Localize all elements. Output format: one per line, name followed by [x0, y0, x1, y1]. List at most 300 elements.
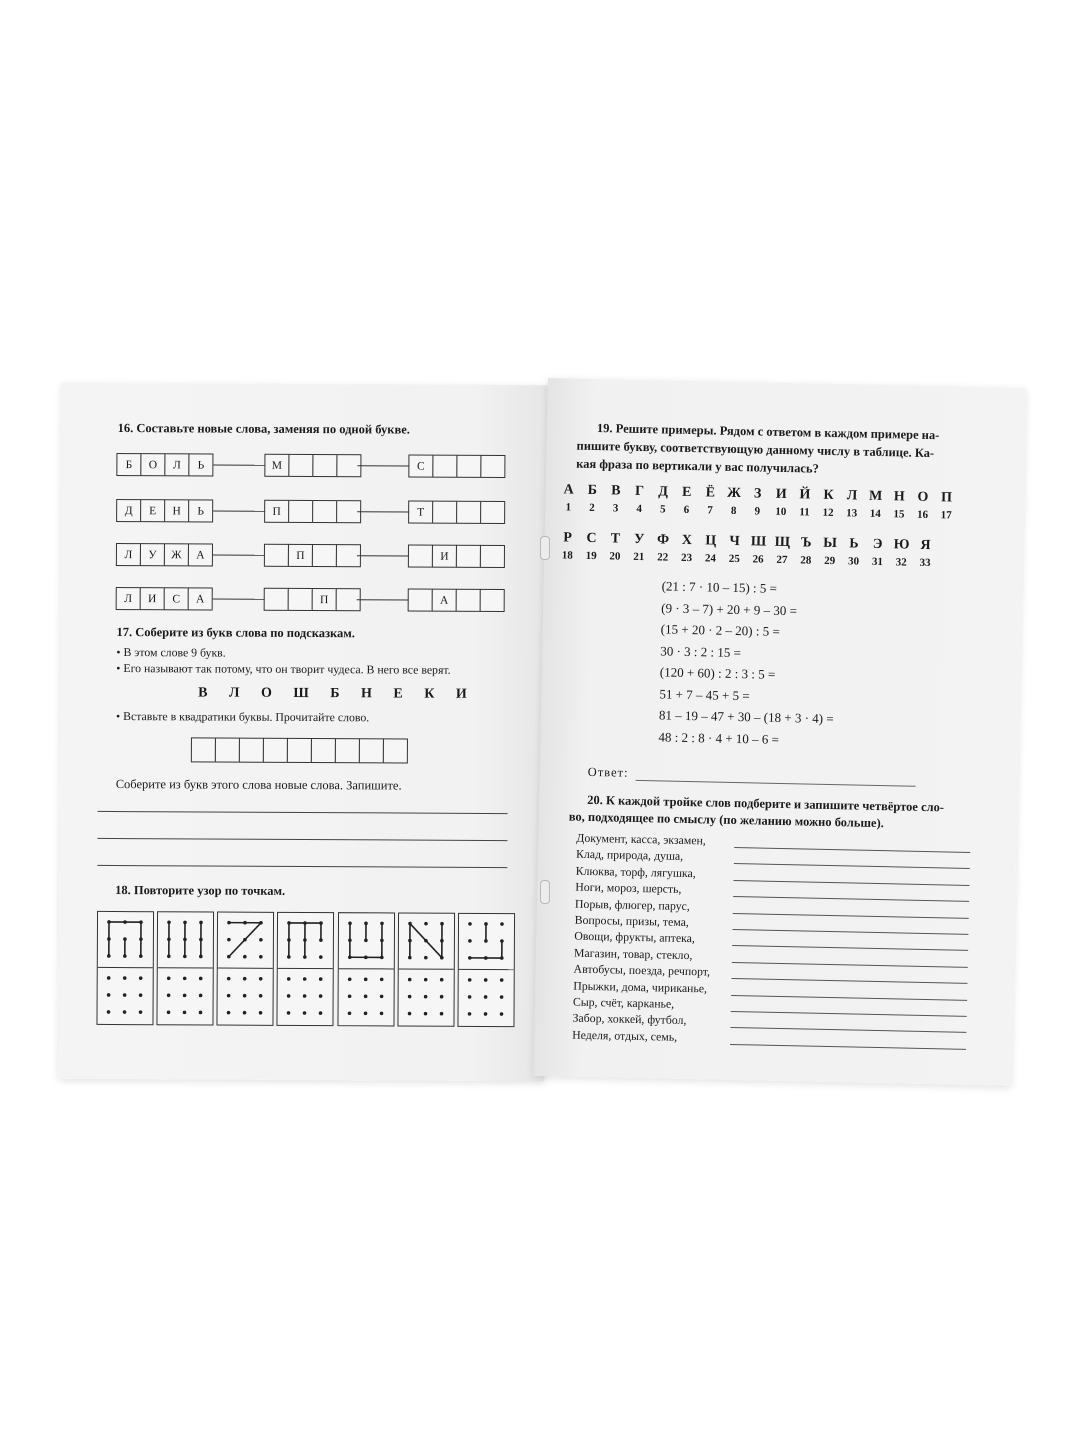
grid-dot — [139, 1010, 143, 1014]
grid-dot — [468, 956, 472, 960]
answer-line[interactable] — [734, 880, 970, 886]
grid-dot — [259, 955, 263, 959]
answer-line[interactable] — [733, 913, 969, 919]
letter-box: И — [140, 587, 165, 610]
letter-box[interactable] — [312, 500, 337, 523]
alphabet-number: 8 — [730, 504, 737, 517]
scrambled-letters: В Л О Ш Б Н Е К И — [198, 685, 476, 702]
writing-line[interactable] — [98, 811, 508, 814]
alphabet-letter: Б — [587, 482, 598, 499]
grid-dot — [183, 955, 187, 959]
alphabet-number: 1 — [565, 501, 572, 514]
grid-dot — [380, 922, 384, 926]
alphabet-number: 19 — [585, 549, 597, 563]
word-boxes-start — [117, 587, 213, 611]
grid-dot — [424, 1012, 428, 1016]
alphabet-cell — [935, 490, 958, 521]
alphabet-cell — [746, 486, 769, 517]
alphabet-letter: З — [753, 486, 762, 502]
alphabet-cell — [817, 488, 840, 519]
letter-box: Ь — [188, 453, 213, 476]
alphabet-cell — [914, 538, 937, 569]
grid-dot — [183, 938, 187, 942]
dot-pattern[interactable] — [276, 912, 334, 1026]
grid-dot — [468, 922, 472, 926]
grid-dot — [183, 994, 187, 998]
grid-dot — [303, 977, 307, 981]
grid-dot — [227, 938, 231, 942]
grid-dot — [107, 993, 111, 997]
alphabet-cell — [793, 487, 816, 518]
equation: 48 : 2 : 8 · 4 + 10 – 6 = — [658, 728, 780, 747]
letter-box: Л — [164, 453, 189, 476]
letter-box: Д — [116, 499, 141, 522]
alphabet-letter: Ж — [726, 485, 742, 502]
letter-box[interactable] — [480, 589, 505, 612]
alphabet-cell — [652, 484, 675, 515]
letter-box[interactable] — [408, 589, 433, 612]
word-boxes-mid[interactable] — [265, 544, 361, 568]
grid-dot — [408, 1012, 412, 1016]
grid-dot — [123, 1010, 127, 1014]
word-boxes-mid[interactable] — [265, 588, 361, 612]
letter-box: Л — [116, 543, 141, 566]
letter-box[interactable] — [432, 455, 457, 478]
letter-box: Б — [116, 453, 141, 476]
letter-box[interactable]: И — [432, 545, 457, 568]
grid-dot — [500, 939, 504, 943]
alphabet-cell — [675, 485, 698, 516]
staple — [540, 880, 550, 904]
alphabet-row-2 — [556, 530, 937, 569]
grid-dot — [500, 995, 504, 999]
letter-box[interactable] — [312, 454, 337, 477]
connector-line — [357, 599, 409, 600]
task17-title: 17. Соберите из букв слова по подсказкам. — [116, 625, 355, 641]
grid-dot — [348, 1011, 352, 1015]
grid-dot — [424, 956, 428, 960]
grid-dot — [227, 921, 231, 925]
alphabet-cell — [628, 532, 651, 563]
grid-dot — [484, 1012, 488, 1016]
alphabet-letter: К — [823, 487, 834, 504]
letter-box[interactable]: Т — [408, 501, 433, 524]
dot-pattern[interactable] — [337, 912, 395, 1026]
letter-box: У — [140, 543, 165, 566]
left-page — [58, 383, 548, 1082]
alphabet-letter: С — [586, 530, 597, 547]
equation: 51 + 7 – 45 + 5 = — [659, 685, 750, 703]
grid-dot — [348, 938, 352, 942]
grid-dot — [227, 955, 231, 959]
alphabet-letter: Е — [681, 484, 692, 501]
dot-pattern[interactable] — [216, 912, 274, 1026]
letter-box[interactable]: П — [288, 544, 313, 567]
grid-dot — [484, 978, 488, 982]
equation: (15 + 20 · 2 – 20) : 5 = — [660, 621, 780, 639]
alphabet-letter: Щ — [774, 534, 791, 551]
alphabet-cell — [699, 485, 722, 516]
grid-dot — [243, 1011, 247, 1015]
task17-hint-1: • В этом слове 9 букв. — [116, 645, 226, 660]
answer-line[interactable] — [730, 1027, 966, 1033]
alphabet-cell — [723, 486, 746, 517]
alphabet-letter: Л — [846, 488, 858, 504]
word-boxes-mid[interactable] — [265, 454, 361, 478]
word-chain-row — [117, 543, 507, 567]
letter-box[interactable] — [456, 501, 481, 524]
alphabet-row-1 — [557, 482, 958, 521]
alphabet-number: 32 — [895, 556, 907, 569]
grid-dot — [183, 1011, 187, 1015]
alphabet-cell — [604, 483, 627, 514]
alphabet-number: 14 — [869, 507, 881, 520]
alphabet-number: 4 — [636, 502, 643, 515]
grid-dot — [484, 922, 488, 926]
alphabet-number: 11 — [799, 506, 810, 519]
word-triple: Забор, хоккей, футбол, — [572, 1011, 687, 1028]
grid-dot — [123, 976, 127, 980]
word-boxes-end[interactable] — [409, 501, 505, 525]
connector-line — [213, 599, 265, 600]
alphabet-letter: В — [611, 483, 621, 499]
answer-line[interactable] — [734, 863, 970, 869]
grid-dot — [167, 937, 171, 941]
grid-dot — [167, 954, 171, 958]
word-boxes-start — [117, 499, 213, 523]
word-triple: Клюква, торф, лягушка, — [575, 863, 696, 880]
grid-dot — [139, 920, 143, 924]
word-triple: Сыр, счёт, карканье, — [572, 994, 675, 1011]
grid-dot — [287, 921, 291, 925]
grid-dot — [123, 920, 127, 924]
alphabet-number: 3 — [612, 502, 619, 515]
grid-dot — [484, 956, 488, 960]
alphabet-number: 18 — [561, 549, 573, 562]
grid-dot — [408, 922, 412, 926]
dot-pattern[interactable] — [156, 911, 214, 1025]
grid-dot — [183, 977, 187, 981]
letter-box: Е — [140, 499, 165, 522]
grid-dot — [107, 976, 111, 980]
word-boxes-start — [117, 543, 213, 567]
letter-box[interactable] — [288, 454, 313, 477]
word-boxes-end[interactable] — [409, 589, 505, 613]
alphabet-letter: Г — [634, 483, 645, 500]
answer-line[interactable] — [636, 780, 916, 787]
grid-dot — [408, 956, 412, 960]
grid-dot — [303, 955, 307, 959]
grid-dot — [107, 920, 111, 924]
answer-line[interactable] — [731, 978, 967, 984]
letter-box[interactable] — [480, 501, 505, 524]
grid-dot — [243, 938, 247, 942]
grid-dot — [199, 994, 203, 998]
answer-line[interactable] — [732, 945, 968, 951]
word-boxes-mid[interactable] — [265, 500, 361, 524]
letter-box: Л — [116, 587, 141, 610]
grid-dot — [380, 1012, 384, 1016]
right-page — [533, 378, 1026, 1086]
word-triple: Клад, природа, душа, — [575, 847, 684, 864]
alphabet-number: 27 — [776, 553, 788, 567]
answer-line[interactable] — [733, 896, 969, 902]
letter-box[interactable] — [312, 544, 337, 567]
writing-line[interactable] — [97, 865, 507, 868]
task17-hint-2: • Его называют так потому, что он творит чудеса. В него все верят. — [116, 661, 451, 677]
alphabet-letter: Ч — [729, 533, 740, 550]
alphabet-number: 5 — [659, 503, 666, 516]
grid-dot — [500, 922, 504, 926]
alphabet-number: 17 — [940, 509, 952, 522]
grid-dot — [319, 955, 323, 959]
alphabet-cell — [628, 484, 651, 515]
staple — [540, 536, 550, 560]
alphabet-number: 26 — [752, 553, 764, 566]
grid-dot — [364, 978, 368, 982]
alphabet-letter: Ш — [750, 534, 767, 550]
alphabet-cell — [675, 533, 698, 564]
letter-box[interactable] — [432, 501, 457, 524]
word-triple: Документ, касса, экзамен, — [576, 830, 706, 848]
grid-dot — [123, 937, 127, 941]
letter-box[interactable] — [288, 500, 313, 523]
grid-dot — [243, 955, 247, 959]
word-boxes-end[interactable] — [409, 455, 505, 479]
answer-line[interactable] — [731, 995, 967, 1001]
grid-dot — [303, 1011, 307, 1015]
grid-dot — [243, 921, 247, 925]
letter-box[interactable] — [264, 588, 289, 611]
grid-dot — [500, 978, 504, 982]
grid-dot — [424, 978, 428, 982]
alphabet-letter: А — [563, 482, 574, 498]
alphabet-letter: Ю — [893, 537, 910, 553]
word-triple: Овощи, фрукты, аптека, — [574, 929, 696, 946]
writing-line[interactable] — [97, 838, 507, 841]
alphabet-cell — [699, 533, 722, 564]
grid-dot — [139, 937, 143, 941]
grid-dot — [243, 994, 247, 998]
letter-box[interactable] — [288, 588, 313, 611]
grid-dot — [139, 976, 143, 980]
answer-line[interactable] — [734, 847, 970, 853]
answer-line[interactable] — [732, 962, 968, 968]
answer-line[interactable] — [732, 929, 968, 935]
alphabet-number: 16 — [916, 508, 929, 521]
grid-dot — [319, 921, 323, 925]
answer-line[interactable] — [730, 1044, 966, 1050]
alphabet-letter: Т — [610, 531, 621, 547]
letter-box: С — [164, 587, 189, 610]
alphabet-letter: П — [940, 490, 953, 506]
alphabet-number: 10 — [775, 505, 787, 519]
grid-dot — [303, 994, 307, 998]
letter-box: Ж — [164, 543, 189, 566]
grid-dot — [440, 978, 444, 982]
workbook — [58, 380, 1026, 1080]
task19-title-line3: кая фраза по вертикали у вас получилась? — [576, 456, 819, 476]
letter-box[interactable] — [264, 544, 289, 567]
task19-title-line2: пишите букву, соответствующую данному числу в таблице. Ка- — [576, 438, 935, 461]
alphabet-letter: Н — [893, 489, 905, 505]
alphabet-cell — [604, 531, 627, 562]
grid-dot — [380, 939, 384, 943]
grid-dot — [440, 956, 444, 960]
grid-dot — [484, 939, 488, 943]
letter-box[interactable] — [456, 589, 481, 612]
grid-dot — [319, 977, 323, 981]
grid-dot — [123, 993, 127, 997]
task16-title: 16. Составьте новые слова, заменяя по одной букве. — [117, 421, 410, 437]
word-boxes-end[interactable] — [409, 545, 505, 569]
task17-instruction: • Вставьте в квадратики буквы. Прочитайте слово. — [116, 709, 370, 725]
grid-dot — [348, 994, 352, 998]
word-chain-row — [117, 453, 507, 477]
grid-dot — [348, 921, 352, 925]
alphabet-letter: Э — [872, 536, 883, 553]
grid-dot — [440, 995, 444, 999]
grid-dot — [259, 921, 263, 925]
answer-label: Ответ: — [587, 764, 629, 780]
grid-dot — [107, 954, 111, 958]
connector-line — [357, 511, 409, 512]
letter-box[interactable] — [456, 455, 481, 478]
grid-dot — [139, 993, 143, 997]
connector-line — [213, 555, 265, 556]
letter-box[interactable] — [480, 455, 505, 478]
alphabet-cell — [652, 532, 675, 563]
alphabet-letter: Д — [658, 484, 669, 500]
grid-dot — [123, 954, 127, 958]
alphabet-letter: Я — [920, 537, 931, 554]
equation: 30 · 3 : 2 : 15 = — [660, 642, 742, 660]
grid-dot — [259, 938, 263, 942]
grid-dot — [424, 995, 428, 999]
word-triple: Вопросы, призы, тема, — [574, 912, 689, 930]
grid-dot — [500, 1012, 504, 1016]
alphabet-letter: Ф — [656, 532, 670, 548]
grid-dot — [380, 978, 384, 982]
word-triple: Магазин, товар, стекло, — [573, 945, 693, 962]
alphabet-number: 23 — [680, 551, 693, 565]
grid-dot — [468, 1012, 472, 1016]
alphabet-cell — [580, 531, 603, 562]
grid-dot — [167, 1010, 171, 1014]
grid-dot — [348, 977, 352, 981]
grid-dot — [199, 921, 203, 925]
grid-dot — [199, 977, 203, 981]
alphabet-cell — [842, 536, 865, 567]
letter-box: О — [140, 453, 165, 476]
letter-box[interactable]: П — [264, 500, 289, 523]
alphabet-number: 2 — [589, 501, 595, 515]
dot-pattern[interactable] — [397, 913, 455, 1027]
task20-title-line2: во, подходящее по смыслу (по желанию можно больше). — [568, 809, 884, 831]
alphabet-number: 25 — [728, 552, 740, 566]
grid-dot — [500, 956, 504, 960]
grid-dot — [199, 1011, 203, 1015]
alphabet-letter: Ь — [849, 536, 859, 552]
answer-boxes[interactable] — [192, 737, 408, 763]
alphabet-cell — [819, 536, 842, 567]
letter-box[interactable]: С — [408, 455, 433, 478]
grid-dot — [227, 1011, 231, 1015]
grid-dot — [484, 995, 488, 999]
alphabet-cell — [841, 488, 864, 519]
letter-box[interactable]: М — [264, 454, 289, 477]
alphabet-letter: Х — [681, 532, 693, 549]
grid-dot — [319, 1011, 323, 1015]
grid-dot — [303, 938, 307, 942]
alphabet-cell — [864, 489, 887, 520]
grid-dot — [440, 922, 444, 926]
task19-title-line1: 19. Решите примеры. Рядом с ответом в каждом примере на- — [596, 421, 940, 443]
alphabet-number: 29 — [824, 554, 836, 568]
alphabet-letter: Р — [563, 530, 573, 546]
connector-line — [213, 511, 265, 512]
letter-box[interactable] — [480, 545, 505, 568]
dot-pattern[interactable] — [96, 911, 154, 1025]
letter-box[interactable] — [408, 545, 433, 568]
answer-line[interactable] — [731, 1011, 967, 1017]
alphabet-number: 22 — [657, 551, 669, 564]
grid-dot — [259, 977, 263, 981]
grid-dot — [259, 1011, 263, 1015]
grid-dot — [107, 937, 111, 941]
word-triple: Неделя, отдых, семь, — [572, 1027, 678, 1044]
alphabet-letter: О — [917, 489, 929, 505]
grid-dot — [380, 956, 384, 960]
alphabet-number: 20 — [609, 550, 621, 563]
alphabet-letter: Ё — [705, 485, 716, 501]
grid-dot — [468, 995, 472, 999]
grid-dot — [440, 939, 444, 943]
grid-dot — [287, 938, 291, 942]
alphabet-cell — [890, 537, 913, 568]
task17-collect: Соберите из букв этого слова новые слова. Запишите. — [115, 777, 402, 793]
connector-line — [357, 465, 409, 466]
letter-box[interactable] — [456, 545, 481, 568]
grid-dot — [424, 922, 428, 926]
letter-box[interactable]: А — [432, 589, 457, 612]
letter-box[interactable]: П — [312, 588, 337, 611]
alphabet-number: 12 — [822, 506, 834, 520]
letter-box: Ь — [188, 499, 213, 522]
word-chain-row — [117, 499, 507, 523]
alphabet-number: 33 — [919, 556, 931, 570]
dot-pattern[interactable] — [457, 913, 515, 1027]
word-boxes-start — [117, 453, 213, 477]
grid-dot — [424, 939, 428, 943]
task18-title: 18. Повторите узор по точкам. — [115, 883, 286, 898]
task20-title-line1: 20. К каждой тройке слов подберите и запишите четвёртое сло- — [587, 792, 945, 815]
grid-dot — [319, 938, 323, 942]
grid-dot — [364, 1012, 368, 1016]
word-chain-row — [117, 587, 507, 611]
grid-dot — [287, 1011, 291, 1015]
alphabet-cell — [911, 490, 934, 521]
alphabet-number: 28 — [800, 554, 812, 567]
alphabet-number: 13 — [846, 507, 858, 520]
grid-dot — [243, 977, 247, 981]
grid-dot — [348, 955, 352, 959]
equation: 81 – 19 – 47 + 30 – (18 + 3 · 4) = — [658, 707, 834, 727]
alphabet-number: 7 — [707, 504, 713, 517]
alphabet-cell — [795, 535, 818, 566]
alphabet-letter: Ц — [705, 533, 717, 549]
alphabet-number: 31 — [871, 555, 884, 569]
